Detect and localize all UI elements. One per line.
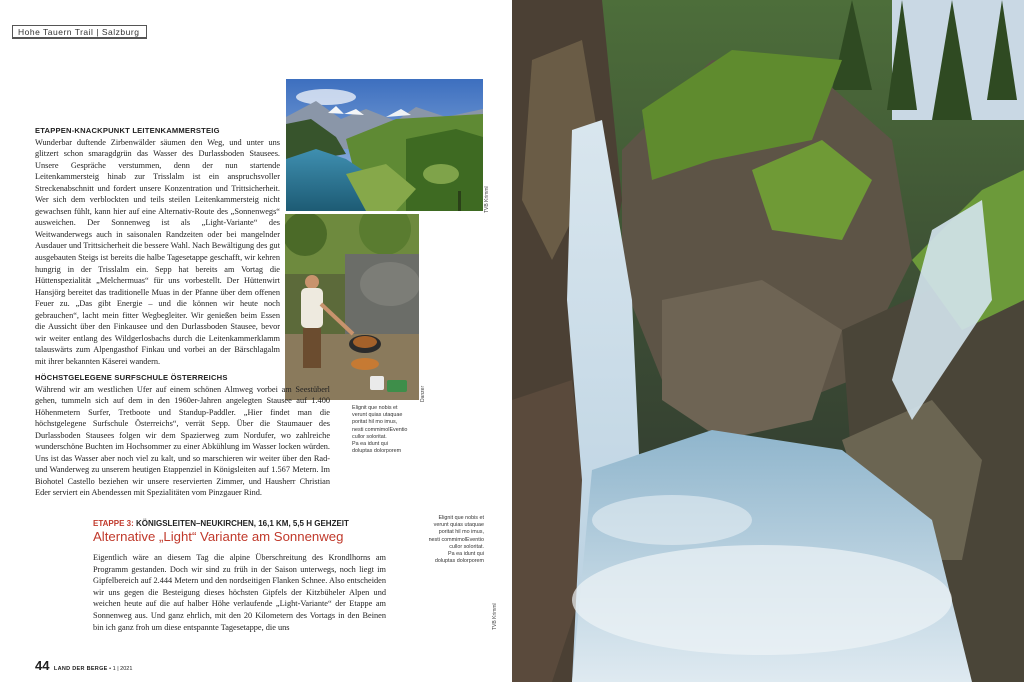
caption-line: Pa ea idunt qui [352,441,388,448]
caption-line: Pa ea idunt qui [448,551,484,558]
section1-title: ETAPPEN-KNACKPUNKT LEITENKAMMERSTEIG [35,126,220,135]
caption-line: nesti commimolEventio [428,536,484,543]
stage-label [93,519,349,528]
caption-line: poritat hil mo imus, [352,419,398,426]
caption-line: doluptas dolorporem [352,448,402,455]
lake-photo-credit: TVB Krimml [484,186,490,213]
stage-number: ETAPPE 3: [93,519,134,528]
caption-line: poritat hil mo imus, [438,529,484,536]
section2-title: HÖCHSTGELEGENE SURFSCHULE ÖSTERREICHS [35,373,228,382]
caption-line: cullor soloritat. [449,543,484,550]
page-number: 44 [35,658,50,673]
caption-line: nesti commimolEventio [352,426,408,433]
section2-body: Während wir am westlichen Ufer auf einem schönen Almweg vorbei am Seestüberl gehen, tummeln sich auf dem in den 1960er-Jahren angelegten Stausee auf 1.400 Höhenmetern Surfer, Tretboote und Standup-Paddler. „Hier findet man die höchstgelegene Surfschule Österreichs“, verrät Sepp. Über die Staumauer des Durlassboden Stausees folgen wir dem Spazierweg zum Nordufer, wo zahlreiche wunderschöne Buchten im Hochsommer zu einer Abkühlung im Wasser locken würden. Uns ist das Wasser aber noch viel zu kalt, und so marschieren wir weiter über den Rad- und Wanderweg zu unserem heutigen Etappenziel in Königsleiten auf 1.567 Metern. Im Biohotel Castello beziehen wir unsere reservierten Zimmer, und Hausherr Christian Eder serviert ein Abendessen mit Spezialitäten vom Pinzgauer Rind. [35,384,330,498]
caption-line: doluptas dolorporem [434,558,484,565]
issue-number: • 1 | 2021 [107,666,133,672]
waterfall-caption [412,515,484,565]
caption-line: Elignit que nobis et [352,405,398,411]
waterfall-photo-credit: TVB Krimml [492,603,498,630]
stage-route: KÖNIGSLEITEN–NEUKIRCHEN, 16,1 KM, 5,5 H GEHZEIT [133,519,349,528]
lake-photo [286,79,483,211]
header-rule [12,38,147,39]
section1 [35,125,280,367]
section1-body: Wunderbar duftende Zirbenwälder säumen den Weg, und unter uns glitzert schon smaragdgrün das Wasser des Durlassboden Stausees. Unsere Gespräche verstummen, denn der nun startende Leitenkammersteig hinab zur Trisslalm ist ein anspruchsvoller Streckenabschnitt und fordert unsere Konzentration und Trittsicherheit. Wer sich dem verblockten und teils steilen Leitenkammersteig nicht gewachsen fühlt, kann hier auf eine Alternativ-Route des „Sonnenwegs“ ausweichen. Der Sonnenweg ist als „Light-Variante“ des Weitwanderwegs auch in saisonalen Randzeiten oder bei mangelnder Ausdauer und Trittsicherheit die bessere Wahl. Nach Bewältigung des gut ausgebauten Steigs ist bereits die halbe Tagesetappe geschafft, wir kehren hungrig in der Trisslalm ein. Sepp hat bereits am Vortag die Hüttenspezialität „Melchermuas“ für uns vorbestellt. Der Hüttenwirt Hansjörg bereitet das traditionelle Muas in der Pfanne über dem offenen Feuer zu. „Das gibt Energie – und die können wir heute noch gebrauchen“, lacht mein fitter Wegbegleiter. Wir genießen beim Essen die Aussicht über den Finkausee und den Durlassboden Stausee, bevor wir weiter entlang des Wildgerlosbachs durch die Leitenkammerklamm talauswärts zum Alpengasthof Finkau und vorbei an der Bärschlagalm mit ihrer bekannten Käserei wandern. [35,137,280,366]
cooking-photo-credit: Danzer [420,385,426,402]
stage-title: Alternative „Light“ Variante am Sonnenweg [93,529,344,544]
section-header: Hohe Tauern Trail | Salzburg [12,25,147,38]
page-footer [35,657,132,675]
caption-line: verunt quias utaquae [433,522,484,529]
caption-line: verunt quias utaquae [352,412,403,419]
cooking-photo-caption [352,405,407,455]
magazine-name: LAND DER BERGE [53,666,108,672]
section2 [35,372,330,499]
stage-body-text: Eigentlich wäre an diesem Tag die alpine Überschreitung des Krondlhorns am Programm gestanden. Doch wir sind zu früh in der Saison unterwegs, noch liegt im Gipfelbereich auf 2.444 Metern und den nordseitigen Flanken Schnee. Also entscheiden wir uns gegen die Besteigung dieses höchsten Gipfels der Kitzbüheler Alpen und weichen heute auf die auf halber Höhe verlaufende „Light-Variante“ der Etappe am Sonnenweg aus. Und ganz ehrlich, mit den 20 Kilometern des Vortags in den Beinen bin ich ganz froh um diese entspannte Tagesetappe, die uns [93,553,386,632]
waterfall-photo [512,0,1024,682]
caption-line: Elignit que nobis et [438,515,484,521]
stage-body [93,552,386,633]
caption-line: cullor soloritat. [352,433,387,440]
